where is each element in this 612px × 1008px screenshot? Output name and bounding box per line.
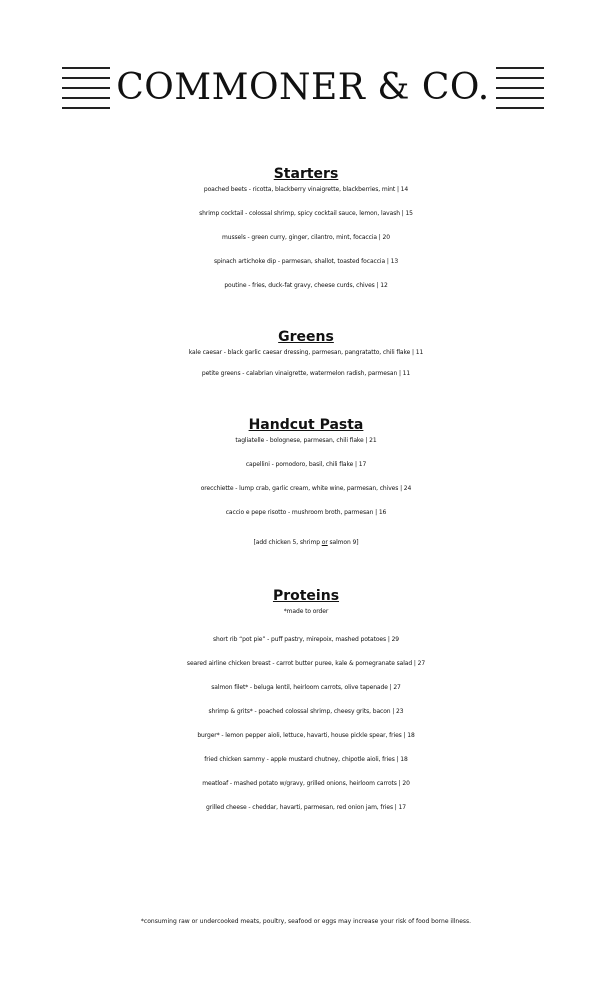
addon-text-start: [add chicken 5, shrimp: [253, 539, 322, 546]
menu-item-orecchiette: orecchiette - lump crab, garlic cream, white wine, parmesan, chives | 24: [200, 485, 412, 492]
addon-text-end: salmon 9]: [327, 539, 359, 546]
menu-item-grilled-cheese: grilled cheese - cheddar, havarti, parmesan, red onion jam, fries | 17: [206, 804, 406, 811]
menu-item-kale-caesar: kale caesar - black garlic caesar dressing, parmesan, pangratatto, chili flake | 11: [188, 349, 424, 356]
menu-item-airline-chicken: seared airline chicken breast - carrot butter puree, kale & pomegranate salad | 27: [186, 660, 426, 667]
menu-item-caccio-e-pepe-risotto: caccio e pepe risotto - mushroom broth, parmesan | 16: [225, 509, 387, 516]
pasta-addon-note: [0, 539, 612, 546]
proteins-subtitle: *made to order: [283, 608, 329, 615]
menu-item-tagliatelle: tagliatelle - bolognese, parmesan, chili flake | 21: [235, 437, 377, 444]
addon-or: or: [321, 539, 328, 546]
menu-item-short-rib-pot-pie: short rib “pot pie” - puff pastry, mirepoix, mashed potatoes | 29: [212, 636, 400, 643]
menu-header: [62, 64, 544, 112]
proteins-heading: Proteins: [272, 588, 340, 604]
decorative-lines-right: [496, 67, 544, 109]
menu-item-salmon-filet: salmon filet* - beluga lentil, heirloom carrots, olive tapenade | 27: [211, 684, 401, 691]
greens-heading: Greens: [278, 329, 334, 345]
menu-item-poached-beets: poached beets - ricotta, blackberry vinaigrette, blackberries, mint | 14: [203, 186, 409, 193]
menu-item-burger: burger* - lemon pepper aioli, lettuce, havarti, house pickle spear, fries | 18: [197, 732, 415, 739]
menu-item-meatloaf: meatloaf - mashed potato w/gravy, grilled onions, heirloom carrots | 20: [202, 780, 410, 787]
menu-item-fried-chicken-sammy: fried chicken sammy - apple mustard chutney, chipotle aioli, fries | 18: [204, 756, 408, 763]
restaurant-logo: COMMONER & CO.: [116, 67, 490, 108]
menu-item-spinach-artichoke-dip: spinach artichoke dip - parmesan, shallot, toasted focaccia | 13: [213, 258, 399, 265]
menu-item-mussels: mussels - green curry, ginger, cilantro, mint, focaccia | 20: [222, 234, 390, 241]
menu-item-capellini: capellini - pomodoro, basil, chili flake | 17: [245, 461, 367, 468]
menu-item-petite-greens: petite greens - calabrian vinaigrette, watermelon radish, parmesan | 11: [201, 370, 411, 377]
food-safety-footnote: *consuming raw or undercooked meats, poultry, seafood or eggs may increase your risk of food borne illness.: [140, 918, 472, 925]
menu-item-poutine: poutine - fries, duck-fat gravy, cheese curds, chives | 12: [224, 282, 388, 289]
starters-heading: Starters: [273, 166, 339, 182]
pasta-heading: Handcut Pasta: [248, 417, 364, 433]
menu-item-shrimp-grits: shrimp & grits* - poached colossal shrimp, cheesy grits, bacon | 23: [208, 708, 404, 715]
menu-item-shrimp-cocktail: shrimp cocktail - colossal shrimp, spicy cocktail sauce, lemon, lavash | 15: [199, 210, 413, 217]
decorative-lines-left: [62, 67, 110, 109]
